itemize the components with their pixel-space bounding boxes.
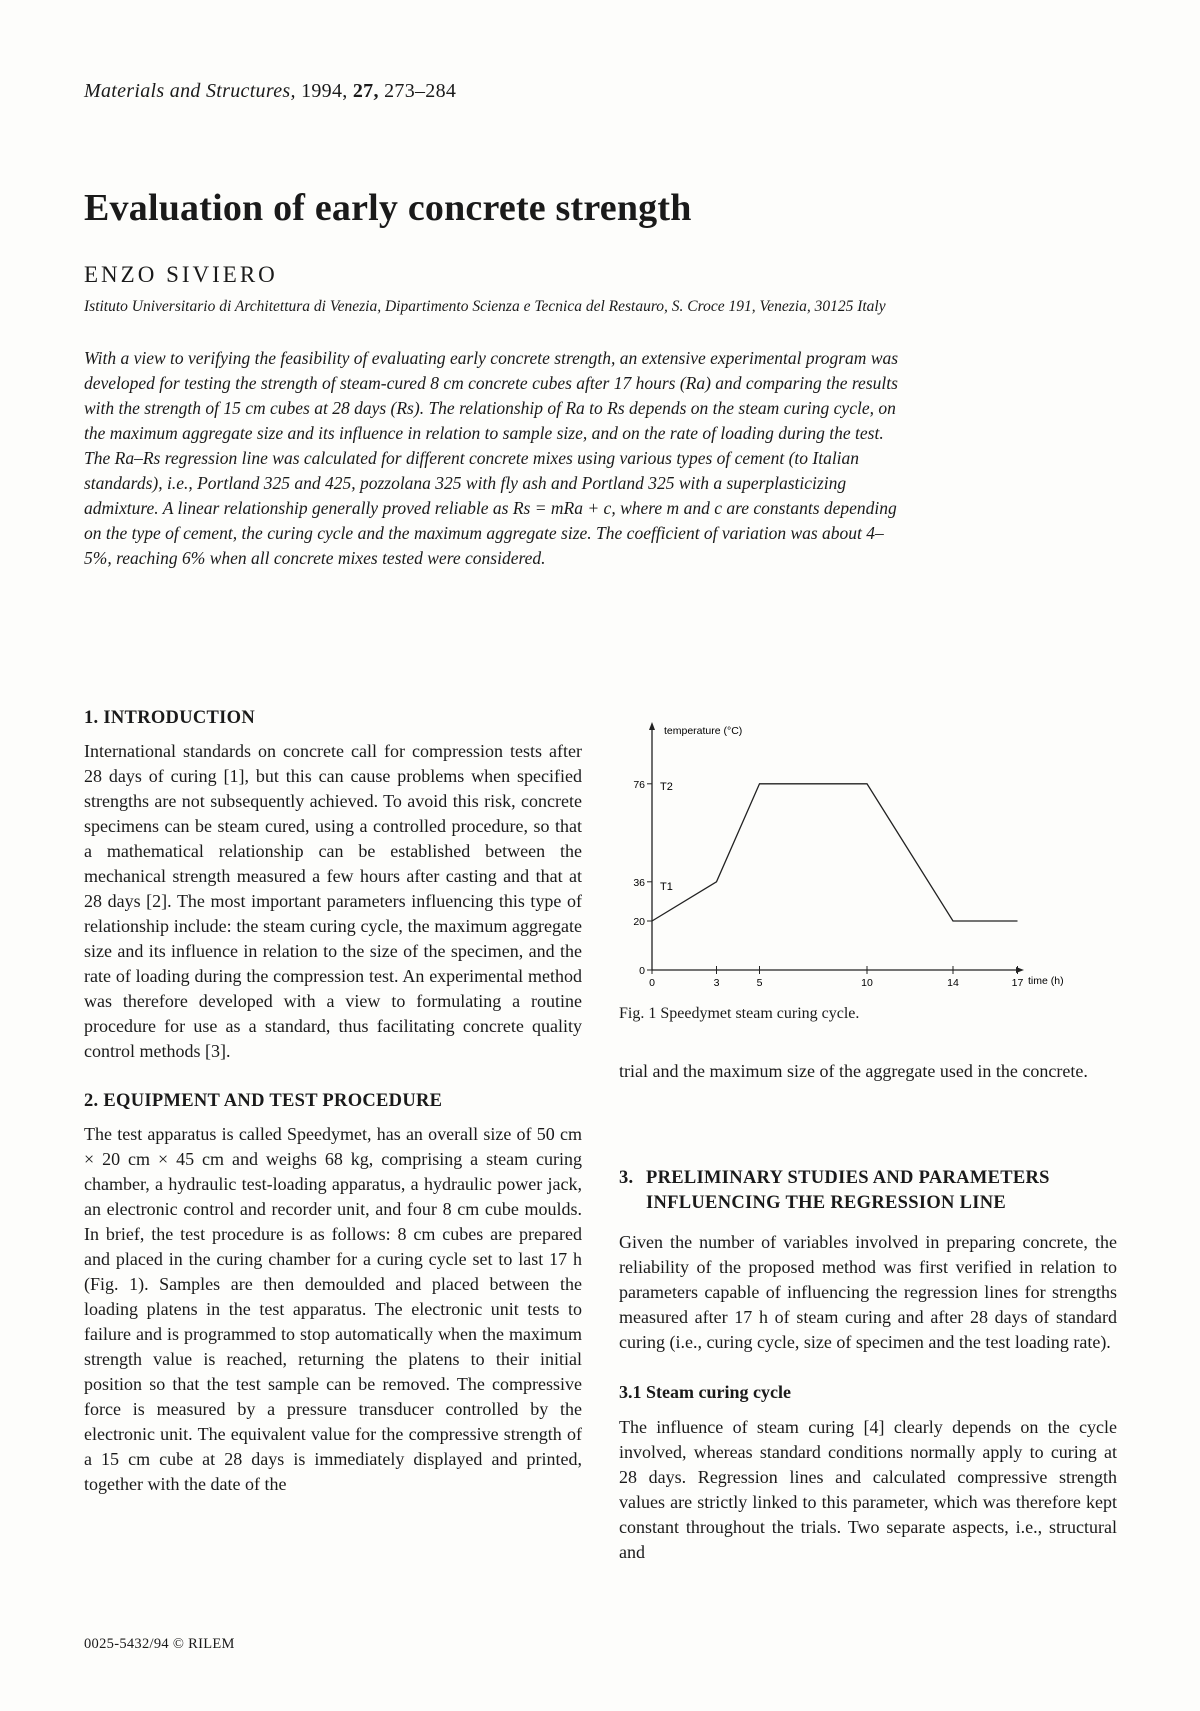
curing-cycle-chart [610, 712, 1130, 1002]
abstract: With a view to verifying the feasibility of evaluating early concrete strength, an extensive experimental program was developed for testing the strength of steam-cured 8 cm concrete cubes after 17 hours (Ra) and comparing the results with the strength of 15 cm cubes at 28 days (Rs). The relationship of Ra to Rs depends on the steam curing cycle, on the maximum aggregate size and its influence in relation to sample size, and on the rate of loading during the test. The Ra–Rs regression line was calculated for different concrete mixes using various types of cement (to Italian standards), i.e., Portland 325 and 425, pozzolana 325 with fly ash and Portland 325 with a superplasticizing admixture. A linear relationship generally proved reliable as Rs = mRa + c, where m and c are constants depending on the type of cement, the curing cycle and the maximum aggregate size. The coefficient of variation was about 4–5%, reaching 6% when all concrete mixes tested were considered. [84, 348, 899, 568]
journal-pages: 273–284 [384, 80, 457, 102]
subsection-heading-steam: 3.1 Steam curing cycle [619, 1382, 791, 1402]
journal-name: Materials and Structures, [84, 80, 296, 102]
footer-code: 0025-5432/94 © RILEM [84, 1636, 235, 1652]
x-tick-label: 0 [649, 977, 655, 989]
figure-1 [610, 712, 1130, 1032]
journal-volume: 27, [352, 80, 379, 102]
x-tick-label: 5 [756, 977, 763, 989]
preliminary-text: Given the number of variables involved in preparing concrete, the reliability of the proposed method was first verified in relation to parameters capable of influencing the regression lines for strengths measured after 17 h of steam curing and after 28 days of standard curing (i.e., curing cycle, size of specimen and the test loading rate). [619, 1232, 1117, 1352]
x-tick-label: 14 [947, 977, 959, 989]
author-name: ENZO SIVIERO [84, 262, 278, 287]
y-axis-arrow [649, 722, 655, 730]
y-tick-label: 76 [633, 778, 645, 791]
introduction-text: International standards on concrete call for compression tests after 28 days of curing [1], but this can cause problems when specified strengths are not subsequently achieved. To avoid this risk, concrete specimens can be steam cured, using a controlled procedure, so that a mathematical relationship can be established between the mechanical strength measured a few hours after casting and that at 28 days [2]. The most important parameters influencing this type of relationship include: the steam curing cycle, the maximum aggregate size and its influence in relation to the size of the specimen, and the rate of loading during the compression test. An experimental method was therefore developed with a view to formulating a routine procedure for use as a standard, thus facilitating concrete quality control methods [3]. [84, 741, 582, 1061]
equipment-text: The test apparatus is called Speedymet, has an overall size of 50 cm × 20 cm × 45 cm and weighs 68 kg, comprising a steam curing chamber, a hydraulic test-loading apparatus, a hydraulic power jack, an electronic control and recorder unit, and four 8 cm cube moulds. In brief, the test procedure is as follows: 8 cm cubes are prepared and placed in the curing chamber for a curing cycle set to last 17 h (Fig. 1). Samples are then demoulded and placed between the loading platens in the test apparatus. The electronic unit tests to failure and is programmed to stop automatically when the maximum strength value is reached, returning the platens to their initial position so that the test sample can be removed. The compressive force is measured by a pressure transducer controlled by the electronic unit. The equivalent value for the compressive strength of a 15 cm cube at 28 days is immediately displayed and printed, together with the date of the [84, 1124, 582, 1494]
section-heading-introduction: 1. INTRODUCTION [84, 708, 256, 728]
section-heading-equipment: 2. EQUIPMENT AND TEST PROCEDURE [84, 1091, 443, 1111]
section-number: 3. [619, 1168, 634, 1188]
x-tick-label: 17 [1011, 977, 1024, 989]
curing-cycle-line [652, 784, 1018, 921]
section-heading-preliminary [619, 1166, 1117, 1216]
author-affiliation: Istituto Universitario di Architettura di Venezia, Dipartimento Scienza e Tecnica del Restauro, S. Croce 191, Venezia, 30125 Italy [84, 298, 886, 315]
left-column [84, 706, 582, 1497]
t1-label: T1 [660, 880, 673, 893]
t2-label: T2 [660, 780, 673, 793]
y-tick-label: 36 [633, 876, 645, 889]
x-tick-label: 3 [713, 977, 720, 989]
x-tick-label: 10 [861, 977, 873, 989]
right-column [619, 1166, 1117, 1565]
steam-curing-text: The influence of steam curing [4] clearly depends on the cycle involved, whereas standard conditions normally apply to curing at 28 days. Regression lines and calculated compressive strength values are strictly linked to this parameter, which was therefore kept constant throughout the trials. Two separate aspects, i.e., structural and [619, 1417, 1117, 1562]
continued-text: trial and the maximum size of the aggregate used in the concrete. [619, 1061, 1088, 1081]
y-tick-label: 0 [639, 965, 645, 977]
journal-citation [84, 80, 456, 103]
y-tick-label: 20 [633, 916, 645, 928]
figure-caption: Fig. 1 Speedymet steam curing cycle. [619, 1005, 860, 1022]
x-axis-label: time (h) [1028, 975, 1064, 987]
journal-year: 1994, [301, 80, 348, 102]
section-title: PRELIMINARY STUDIES AND PARAMETERS INFLUENCING THE REGRESSION LINE [646, 1168, 1050, 1213]
article-title: Evaluation of early concrete strength [84, 187, 692, 229]
y-axis-label: temperature (°C) [664, 725, 743, 737]
